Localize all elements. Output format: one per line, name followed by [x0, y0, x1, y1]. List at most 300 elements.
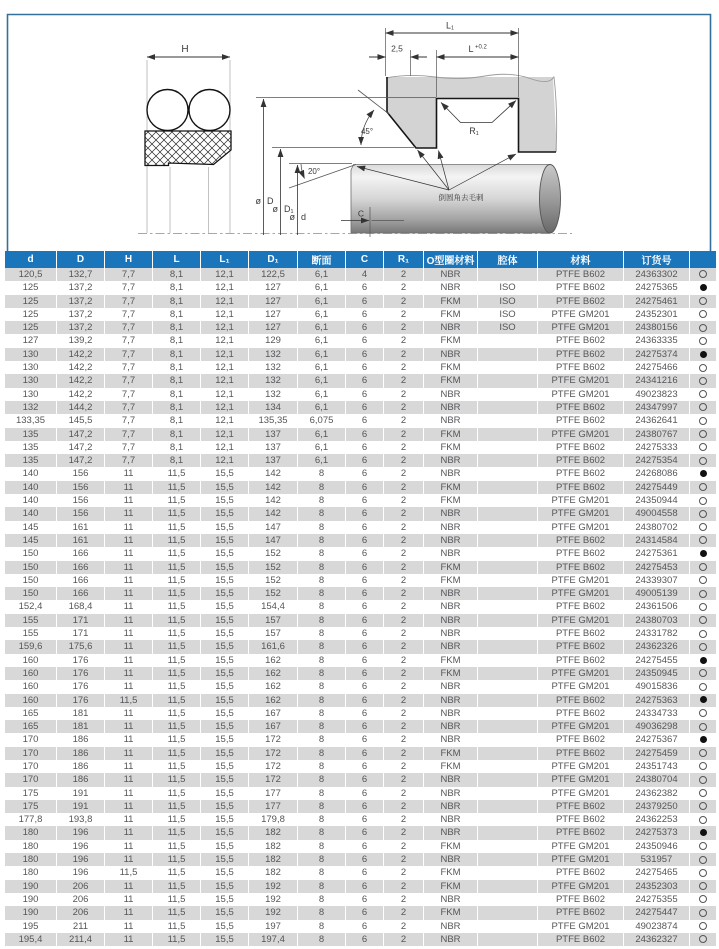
- cell-H: 7,7: [105, 321, 153, 334]
- open-dot-icon: [699, 590, 707, 598]
- filled-dot-icon: [700, 284, 707, 291]
- table-row: [5, 893, 717, 906]
- cell-d: 175: [5, 800, 57, 813]
- cell-D1: 152: [249, 587, 298, 600]
- cell-D: 161: [57, 534, 105, 547]
- cell-order-number: 24363335: [624, 334, 690, 347]
- cell-L: 11,5: [153, 481, 201, 494]
- cell-cavity: [478, 521, 538, 534]
- cell-cross-section: 8: [298, 826, 346, 839]
- cell-L1: 12,1: [201, 401, 249, 414]
- cell-availability: [690, 747, 717, 760]
- cell-d: 159,6: [5, 640, 57, 653]
- cell-order-number: 24380767: [624, 428, 690, 441]
- cell-order-number: 24275466: [624, 361, 690, 374]
- cell-cavity: [478, 760, 538, 773]
- seal-ptfe-ring: [145, 131, 231, 166]
- cell-L1: 12,1: [201, 428, 249, 441]
- cell-oring-material: FKM: [424, 295, 478, 308]
- cell-D1: 142: [249, 507, 298, 520]
- table-row: [5, 401, 717, 414]
- cell-L1: 15,5: [201, 614, 249, 627]
- cell-L1: 15,5: [201, 813, 249, 826]
- cell-C: 6: [346, 295, 384, 308]
- cell-d: 125: [5, 281, 57, 294]
- cell-material: PTFE GM201: [538, 374, 624, 387]
- cell-D1: 167: [249, 720, 298, 733]
- cell-oring-material: NBR: [424, 414, 478, 427]
- cell-material: PTFE GM201: [538, 680, 624, 693]
- cell-cavity: [478, 640, 538, 653]
- cell-L1: 15,5: [201, 507, 249, 520]
- cell-availability: [690, 840, 717, 853]
- cell-C: 6: [346, 906, 384, 919]
- col-header-d: d: [5, 251, 57, 268]
- cell-material: PTFE B602: [538, 893, 624, 906]
- open-dot-icon: [699, 709, 707, 717]
- cell-availability: [690, 401, 717, 414]
- cell-H: 11: [105, 880, 153, 893]
- cell-availability: [690, 308, 717, 321]
- cell-d: 135: [5, 428, 57, 441]
- cell-cavity: [478, 840, 538, 853]
- table-body: [5, 268, 717, 946]
- cell-order-number: 24275355: [624, 893, 690, 906]
- cell-cavity: [478, 933, 538, 946]
- cell-D: 186: [57, 733, 105, 746]
- cell-oring-material: NBR: [424, 614, 478, 627]
- cell-L1: 15,5: [201, 587, 249, 600]
- table-row: [5, 707, 717, 720]
- cell-order-number: 24380156: [624, 321, 690, 334]
- open-dot-icon: [699, 842, 707, 850]
- cell-d: 135: [5, 454, 57, 467]
- cell-L: 11,5: [153, 813, 201, 826]
- filled-dot-icon: [700, 470, 707, 477]
- cell-material: PTFE GM201: [538, 667, 624, 680]
- cell-d: 152,4: [5, 600, 57, 613]
- cell-cross-section: 8: [298, 813, 346, 826]
- cell-cavity: [478, 880, 538, 893]
- cell-D1: 172: [249, 747, 298, 760]
- filled-dot-icon: [700, 550, 707, 557]
- cell-C: 6: [346, 826, 384, 839]
- col-header-cavity: 腔体: [478, 251, 538, 268]
- cell-material: PTFE B602: [538, 747, 624, 760]
- cell-d: 150: [5, 547, 57, 560]
- cell-L: 11,5: [153, 747, 201, 760]
- cell-order-number: 24275455: [624, 654, 690, 667]
- cell-C: 6: [346, 866, 384, 879]
- cell-H: 7,7: [105, 348, 153, 361]
- cell-oring-material: NBR: [424, 401, 478, 414]
- table-row: [5, 853, 717, 866]
- cell-material: PTFE B602: [538, 467, 624, 480]
- cell-cavity: [478, 534, 538, 547]
- cell-d: 120,5: [5, 268, 57, 281]
- cell-C: 6: [346, 920, 384, 933]
- cell-D1: 132: [249, 348, 298, 361]
- table-row: [5, 374, 717, 387]
- cell-D1: 157: [249, 627, 298, 640]
- cell-oring-material: NBR: [424, 281, 478, 294]
- cell-oring-material: NBR: [424, 800, 478, 813]
- cell-R1: 2: [384, 614, 424, 627]
- cell-cavity: [478, 547, 538, 560]
- cell-d: 180: [5, 866, 57, 879]
- cell-availability: [690, 361, 717, 374]
- cell-L: 8,1: [153, 428, 201, 441]
- cell-cavity: [478, 667, 538, 680]
- cell-D: 132,7: [57, 268, 105, 281]
- cell-D: 196: [57, 866, 105, 879]
- cell-cross-section: 6,1: [298, 361, 346, 374]
- cell-H: 11: [105, 893, 153, 906]
- cell-availability: [690, 547, 717, 560]
- cell-R1: 2: [384, 600, 424, 613]
- cell-R1: 2: [384, 454, 424, 467]
- cell-order-number: 24275461: [624, 295, 690, 308]
- cell-D1: 152: [249, 547, 298, 560]
- cell-cavity: [478, 414, 538, 427]
- cell-L: 11,5: [153, 826, 201, 839]
- dim-d1-label: D₁: [284, 204, 294, 214]
- cell-d: 170: [5, 773, 57, 786]
- cell-cavity: [478, 587, 538, 600]
- cell-material: PTFE B602: [538, 401, 624, 414]
- cell-d: 180: [5, 840, 57, 853]
- open-dot-icon: [699, 297, 707, 305]
- cell-D1: 197,4: [249, 933, 298, 946]
- cell-H: 11: [105, 587, 153, 600]
- cell-cross-section: 6,1: [298, 348, 346, 361]
- cell-cavity: [478, 733, 538, 746]
- cell-D1: 167: [249, 707, 298, 720]
- cell-L1: 15,5: [201, 906, 249, 919]
- dim-d-shaft-label: d: [301, 212, 307, 222]
- cell-C: 6: [346, 667, 384, 680]
- open-dot-icon: [699, 536, 707, 544]
- cell-L1: 15,5: [201, 654, 249, 667]
- cell-order-number: 24275449: [624, 481, 690, 494]
- open-dot-icon: [699, 669, 707, 677]
- cell-cavity: [478, 401, 538, 414]
- cell-L1: 15,5: [201, 494, 249, 507]
- cell-d: 132: [5, 401, 57, 414]
- cell-cross-section: 8: [298, 534, 346, 547]
- cell-cross-section: 6,075: [298, 414, 346, 427]
- cell-cross-section: 6,1: [298, 334, 346, 347]
- cell-D1: 132: [249, 361, 298, 374]
- table-row: [5, 787, 717, 800]
- cell-order-number: 24347997: [624, 401, 690, 414]
- table-row: [5, 840, 717, 853]
- cell-L1: 15,5: [201, 481, 249, 494]
- table-row: [5, 773, 717, 786]
- cell-L1: 15,5: [201, 561, 249, 574]
- cell-oring-material: NBR: [424, 707, 478, 720]
- cell-oring-material: NBR: [424, 826, 478, 839]
- cell-cross-section: 6,1: [298, 388, 346, 401]
- cell-oring-material: NBR: [424, 720, 478, 733]
- cell-cross-section: 6,1: [298, 268, 346, 281]
- cell-R1: 2: [384, 787, 424, 800]
- cell-order-number: 24331782: [624, 627, 690, 640]
- cell-R1: 2: [384, 813, 424, 826]
- cell-cross-section: 8: [298, 547, 346, 560]
- cell-H: 11: [105, 920, 153, 933]
- open-dot-icon: [699, 310, 707, 318]
- cell-d: 155: [5, 614, 57, 627]
- oring-right: [189, 90, 230, 131]
- cell-L: 11,5: [153, 680, 201, 693]
- cell-R1: 2: [384, 348, 424, 361]
- cell-cavity: ISO: [478, 281, 538, 294]
- cell-C: 6: [346, 547, 384, 560]
- cell-oring-material: NBR: [424, 933, 478, 946]
- cell-L1: 15,5: [201, 840, 249, 853]
- cell-d: 170: [5, 733, 57, 746]
- cell-order-number: 24275373: [624, 826, 690, 839]
- open-dot-icon: [699, 324, 707, 332]
- cell-cavity: [478, 920, 538, 933]
- cell-L1: 15,5: [201, 600, 249, 613]
- cell-oring-material: NBR: [424, 534, 478, 547]
- cell-C: 6: [346, 388, 384, 401]
- cell-oring-material: FKM: [424, 866, 478, 879]
- cell-L1: 15,5: [201, 787, 249, 800]
- cell-cavity: [478, 481, 538, 494]
- cell-L: 8,1: [153, 414, 201, 427]
- cell-R1: 2: [384, 467, 424, 480]
- cell-cavity: [478, 654, 538, 667]
- cell-cross-section: 8: [298, 800, 346, 813]
- cell-L: 11,5: [153, 547, 201, 560]
- cell-C: 6: [346, 481, 384, 494]
- cell-material: PTFE B602: [538, 654, 624, 667]
- cell-cross-section: 8: [298, 561, 346, 574]
- table-row: [5, 933, 717, 946]
- cell-oring-material: FKM: [424, 428, 478, 441]
- cell-order-number: 24268086: [624, 467, 690, 480]
- cell-R1: 2: [384, 281, 424, 294]
- cell-D1: 192: [249, 880, 298, 893]
- cell-D: 142,2: [57, 388, 105, 401]
- open-dot-icon: [699, 430, 707, 438]
- table-row: [5, 733, 717, 746]
- cell-C: 6: [346, 321, 384, 334]
- cell-order-number: 24361506: [624, 600, 690, 613]
- cell-D: 137,2: [57, 321, 105, 334]
- table-row: [5, 813, 717, 826]
- cell-order-number: 24275453: [624, 561, 690, 574]
- cell-oring-material: FKM: [424, 654, 478, 667]
- cell-L: 11,5: [153, 773, 201, 786]
- cell-cross-section: 8: [298, 893, 346, 906]
- cell-D: 156: [57, 467, 105, 480]
- cell-d: 150: [5, 587, 57, 600]
- cell-oring-material: NBR: [424, 733, 478, 746]
- cell-cavity: [478, 720, 538, 733]
- open-dot-icon: [699, 510, 707, 518]
- cell-L1: 15,5: [201, 534, 249, 547]
- cell-R1: 2: [384, 574, 424, 587]
- cell-D1: 142: [249, 467, 298, 480]
- cell-R1: 2: [384, 547, 424, 560]
- cell-L1: 15,5: [201, 800, 249, 813]
- cell-C: 6: [346, 454, 384, 467]
- cell-C: 6: [346, 574, 384, 587]
- cell-D: 166: [57, 561, 105, 574]
- table-row: [5, 268, 717, 281]
- cell-L1: 15,5: [201, 747, 249, 760]
- cell-L: 11,5: [153, 800, 201, 813]
- cell-order-number: 49023874: [624, 920, 690, 933]
- col-header-C: C: [346, 251, 384, 268]
- cell-H: 11: [105, 627, 153, 640]
- cell-order-number: 24362382: [624, 787, 690, 800]
- cell-oring-material: FKM: [424, 561, 478, 574]
- cell-D1: 192: [249, 893, 298, 906]
- filled-dot-icon: [700, 351, 707, 358]
- cell-L1: 15,5: [201, 574, 249, 587]
- cell-d: 160: [5, 680, 57, 693]
- cell-d: 125: [5, 321, 57, 334]
- cell-L1: 12,1: [201, 414, 249, 427]
- cell-C: 6: [346, 308, 384, 321]
- cell-L1: 15,5: [201, 933, 249, 946]
- table-row: [5, 800, 717, 813]
- cell-L: 11,5: [153, 694, 201, 707]
- cell-C: 6: [346, 640, 384, 653]
- cell-H: 11: [105, 747, 153, 760]
- cell-D1: 172: [249, 760, 298, 773]
- cell-H: 11: [105, 707, 153, 720]
- open-dot-icon: [699, 643, 707, 651]
- cell-C: 6: [346, 654, 384, 667]
- cell-oring-material: NBR: [424, 773, 478, 786]
- open-dot-icon: [699, 789, 707, 797]
- table-row: [5, 414, 717, 427]
- cell-material: PTFE GM201: [538, 494, 624, 507]
- cell-C: 6: [346, 521, 384, 534]
- cell-R1: 2: [384, 906, 424, 919]
- cell-R1: 2: [384, 587, 424, 600]
- cell-D: 193,8: [57, 813, 105, 826]
- cell-availability: [690, 853, 717, 866]
- open-dot-icon: [699, 616, 707, 624]
- cell-H: 7,7: [105, 361, 153, 374]
- cell-C: 6: [346, 494, 384, 507]
- open-dot-icon: [699, 270, 707, 278]
- cell-material: PTFE B602: [538, 454, 624, 467]
- cell-d: 165: [5, 720, 57, 733]
- cell-availability: [690, 826, 717, 839]
- cell-availability: [690, 521, 717, 534]
- cell-D: 156: [57, 494, 105, 507]
- cell-L: 11,5: [153, 720, 201, 733]
- cell-H: 11: [105, 760, 153, 773]
- cell-D1: 162: [249, 667, 298, 680]
- cell-C: 6: [346, 414, 384, 427]
- cell-cavity: [478, 680, 538, 693]
- table-row: [5, 295, 717, 308]
- angle-45-label: 45°: [360, 127, 374, 136]
- cell-L: 11,5: [153, 561, 201, 574]
- cell-H: 11: [105, 547, 153, 560]
- cell-L1: 12,1: [201, 334, 249, 347]
- open-dot-icon: [699, 337, 707, 345]
- cell-cavity: [478, 600, 538, 613]
- cell-cross-section: 8: [298, 654, 346, 667]
- cell-material: PTFE B602: [538, 707, 624, 720]
- col-header-D1: D₁: [249, 251, 298, 268]
- cell-d: 190: [5, 906, 57, 919]
- cell-H: 11: [105, 733, 153, 746]
- open-dot-icon: [699, 403, 707, 411]
- open-dot-icon: [699, 630, 707, 638]
- cell-D: 176: [57, 654, 105, 667]
- cell-availability: [690, 773, 717, 786]
- cell-cavity: [478, 494, 538, 507]
- cell-L1: 12,1: [201, 388, 249, 401]
- cell-material: PTFE B602: [538, 441, 624, 454]
- cell-D: 171: [57, 627, 105, 640]
- cell-cavity: [478, 826, 538, 839]
- cell-H: 7,7: [105, 281, 153, 294]
- cell-cross-section: 8: [298, 853, 346, 866]
- dim-r1-label: R₁: [469, 126, 479, 136]
- cell-R1: 2: [384, 773, 424, 786]
- cell-d: 177,8: [5, 813, 57, 826]
- col-header-D: D: [57, 251, 105, 268]
- table-row: [5, 428, 717, 441]
- cell-cross-section: 8: [298, 933, 346, 946]
- cell-R1: 2: [384, 534, 424, 547]
- cell-cavity: ISO: [478, 321, 538, 334]
- open-dot-icon: [699, 683, 707, 691]
- cell-R1: 2: [384, 627, 424, 640]
- cell-C: 6: [346, 773, 384, 786]
- cell-material: PTFE GM201: [538, 787, 624, 800]
- cell-d: 135: [5, 441, 57, 454]
- table-row: [5, 826, 717, 839]
- cell-L: 11,5: [153, 534, 201, 547]
- cell-C: 6: [346, 733, 384, 746]
- cell-cavity: [478, 866, 538, 879]
- cell-order-number: 24275367: [624, 733, 690, 746]
- cell-L1: 12,1: [201, 281, 249, 294]
- cell-cross-section: 8: [298, 507, 346, 520]
- col-header-H: H: [105, 251, 153, 268]
- cell-order-number: 24275447: [624, 906, 690, 919]
- cell-L: 11,5: [153, 920, 201, 933]
- cell-C: 6: [346, 813, 384, 826]
- oring-left: [147, 90, 188, 131]
- cell-oring-material: FKM: [424, 760, 478, 773]
- cell-availability: [690, 627, 717, 640]
- cell-D: 175,6: [57, 640, 105, 653]
- cell-oring-material: NBR: [424, 627, 478, 640]
- cell-cavity: [478, 747, 538, 760]
- cell-d: 125: [5, 308, 57, 321]
- open-dot-icon: [699, 457, 707, 465]
- open-dot-icon: [699, 483, 707, 491]
- cell-L: 11,5: [153, 933, 201, 946]
- cell-H: 7,7: [105, 454, 153, 467]
- cell-L: 11,5: [153, 880, 201, 893]
- cell-H: 7,7: [105, 441, 153, 454]
